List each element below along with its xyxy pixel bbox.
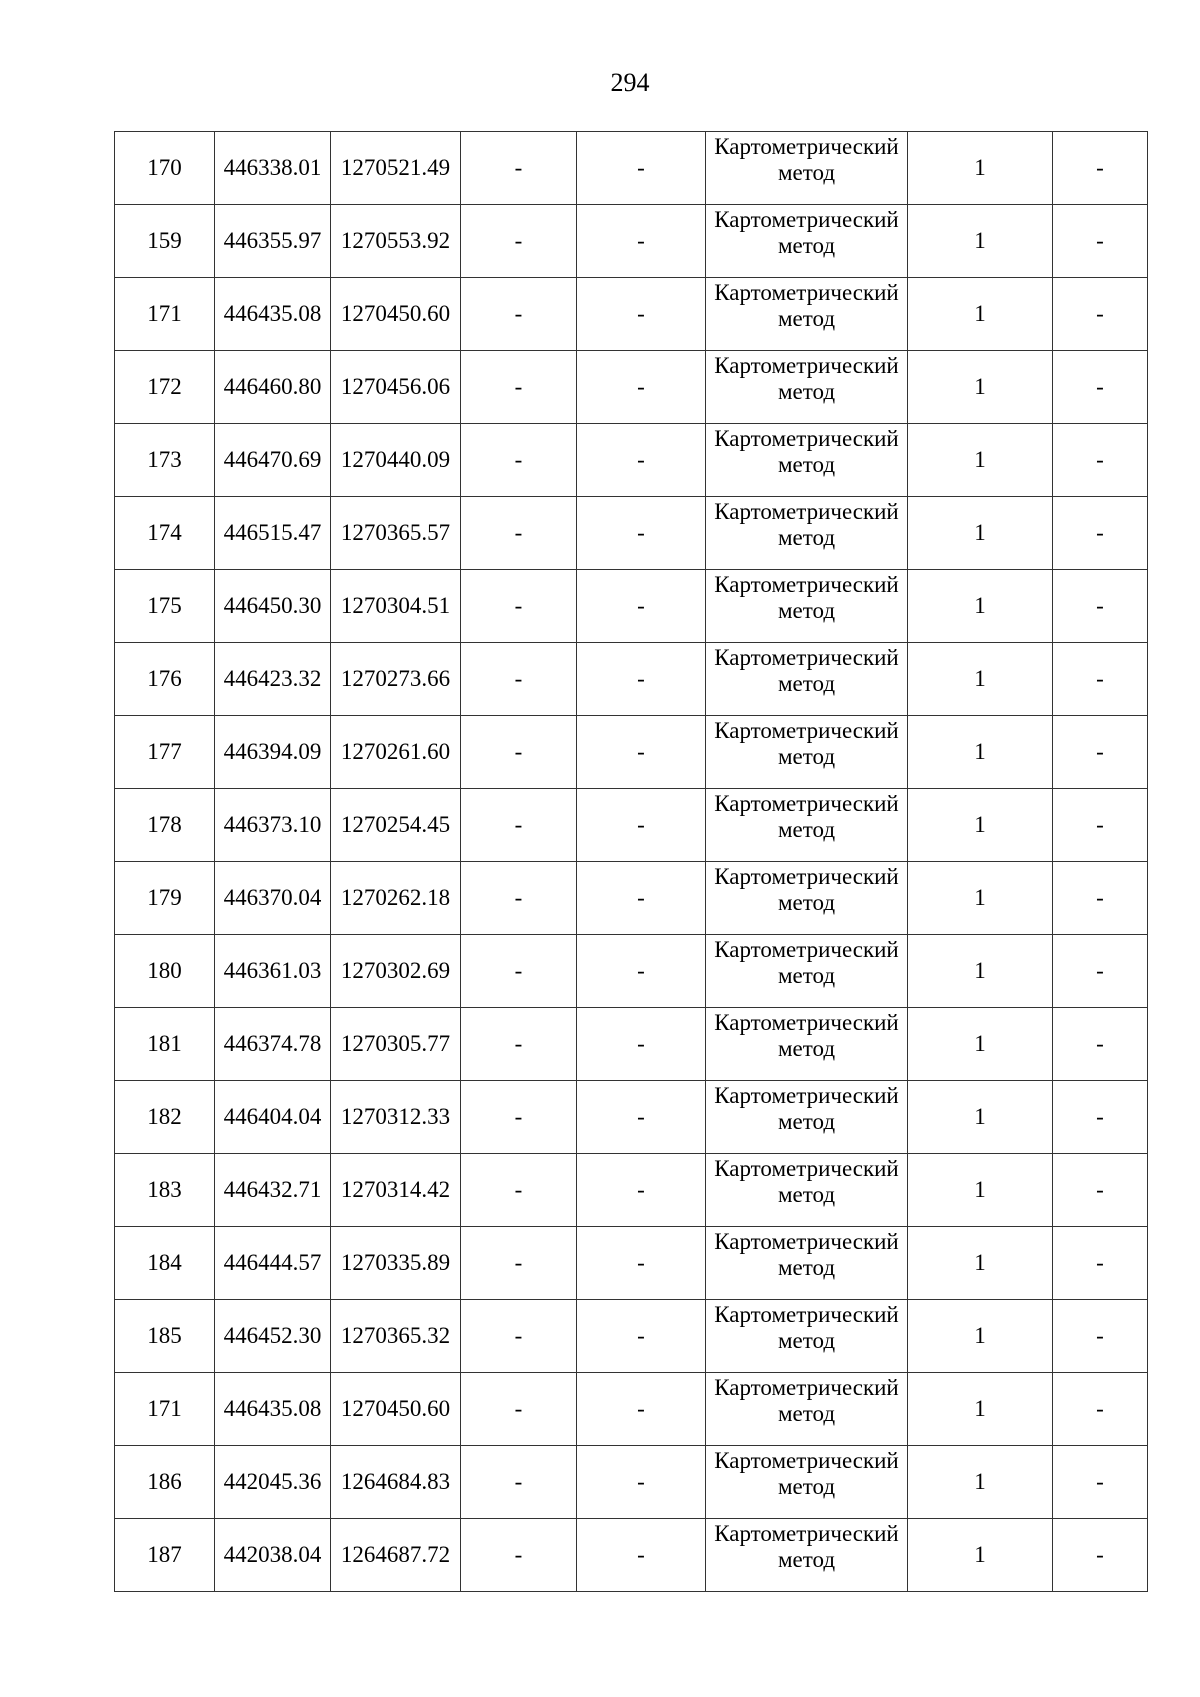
cell-y-coordinate: 1270365.32 — [331, 1300, 461, 1373]
cell-column-4: - — [461, 278, 577, 351]
cell-column-4: - — [461, 643, 577, 716]
cell-column-4: - — [461, 497, 577, 570]
cell-method — [706, 1519, 908, 1592]
cell-y-coordinate: 1270440.09 — [331, 424, 461, 497]
cell-method — [706, 862, 908, 935]
cell-column-5: - — [577, 643, 706, 716]
method-line-2: метод — [777, 1401, 836, 1426]
cell-method — [706, 278, 908, 351]
cell-method — [706, 643, 908, 716]
cell-y-coordinate: 1270312.33 — [331, 1081, 461, 1154]
cell-method — [706, 351, 908, 424]
cell-column-4: - — [461, 205, 577, 278]
cell-method — [706, 716, 908, 789]
cell-column-8: - — [1053, 935, 1148, 1008]
method-line-2: метод — [777, 452, 836, 477]
table-row — [115, 351, 1148, 424]
table-row — [115, 424, 1148, 497]
cell-point-number: 186 — [115, 1446, 215, 1519]
cell-method — [706, 935, 908, 1008]
cell-column-8: - — [1053, 643, 1148, 716]
cell-x-coordinate: 446452.30 — [215, 1300, 331, 1373]
cell-y-coordinate: 1270305.77 — [331, 1008, 461, 1081]
method-line-1: Картометрический — [714, 1375, 899, 1400]
method-line-2: метод — [777, 744, 836, 769]
cell-column-5: - — [577, 789, 706, 862]
method-line-2: метод — [777, 598, 836, 623]
cell-column-8: - — [1053, 424, 1148, 497]
cell-column-5: - — [577, 1446, 706, 1519]
cell-column-7: 1 — [908, 278, 1053, 351]
cell-point-number: 170 — [115, 132, 215, 205]
cell-x-coordinate: 446515.47 — [215, 497, 331, 570]
cell-point-number: 173 — [115, 424, 215, 497]
cell-column-8: - — [1053, 716, 1148, 789]
cell-point-number: 159 — [115, 205, 215, 278]
cell-column-8: - — [1053, 132, 1148, 205]
table-row — [115, 643, 1148, 716]
cell-method — [706, 1008, 908, 1081]
cell-x-coordinate: 446435.08 — [215, 1373, 331, 1446]
cell-column-5: - — [577, 1519, 706, 1592]
table-row — [115, 1227, 1148, 1300]
cell-column-8: - — [1053, 1446, 1148, 1519]
cell-point-number: 172 — [115, 351, 215, 424]
cell-x-coordinate: 446373.10 — [215, 789, 331, 862]
cell-y-coordinate: 1270456.06 — [331, 351, 461, 424]
method-line-2: метод — [777, 1474, 836, 1499]
cell-column-5: - — [577, 862, 706, 935]
cell-column-7: 1 — [908, 1446, 1053, 1519]
cell-y-coordinate: 1270302.69 — [331, 935, 461, 1008]
cell-method — [706, 497, 908, 570]
cell-column-7: 1 — [908, 424, 1053, 497]
cell-column-4: - — [461, 716, 577, 789]
cell-x-coordinate: 446374.78 — [215, 1008, 331, 1081]
table-row — [115, 1519, 1148, 1592]
cell-column-7: 1 — [908, 1373, 1053, 1446]
method-line-1: Картометрический — [714, 134, 899, 159]
cell-x-coordinate: 446444.57 — [215, 1227, 331, 1300]
cell-y-coordinate: 1270450.60 — [331, 278, 461, 351]
cell-column-8: - — [1053, 1008, 1148, 1081]
cell-column-5: - — [577, 132, 706, 205]
cell-y-coordinate: 1270314.42 — [331, 1154, 461, 1227]
cell-column-5: - — [577, 1227, 706, 1300]
table-row — [115, 1008, 1148, 1081]
cell-column-4: - — [461, 1154, 577, 1227]
cell-column-4: - — [461, 862, 577, 935]
table-row — [115, 570, 1148, 643]
cell-x-coordinate: 442045.36 — [215, 1446, 331, 1519]
cell-x-coordinate: 446404.04 — [215, 1081, 331, 1154]
method-line-2: метод — [777, 890, 836, 915]
method-line-1: Картометрический — [714, 499, 899, 524]
cell-y-coordinate: 1270304.51 — [331, 570, 461, 643]
method-line-2: метод — [777, 160, 836, 185]
table-row — [115, 278, 1148, 351]
table-row — [115, 1300, 1148, 1373]
method-line-1: Картометрический — [714, 1302, 899, 1327]
method-line-1: Картометрический — [714, 572, 899, 597]
cell-point-number: 178 — [115, 789, 215, 862]
cell-column-5: - — [577, 1373, 706, 1446]
cell-column-4: - — [461, 1081, 577, 1154]
cell-y-coordinate: 1270273.66 — [331, 643, 461, 716]
cell-point-number: 185 — [115, 1300, 215, 1373]
cell-method — [706, 1446, 908, 1519]
table-row — [115, 205, 1148, 278]
cell-column-7: 1 — [908, 497, 1053, 570]
cell-point-number: 179 — [115, 862, 215, 935]
cell-point-number: 174 — [115, 497, 215, 570]
cell-point-number: 184 — [115, 1227, 215, 1300]
method-line-1: Картометрический — [714, 1083, 899, 1108]
table-row — [115, 1373, 1148, 1446]
cell-column-4: - — [461, 570, 577, 643]
method-line-1: Картометрический — [714, 353, 899, 378]
cell-x-coordinate: 446435.08 — [215, 278, 331, 351]
cell-method — [706, 1373, 908, 1446]
cell-column-5: - — [577, 351, 706, 424]
cell-point-number: 177 — [115, 716, 215, 789]
table-row — [115, 935, 1148, 1008]
cell-point-number: 176 — [115, 643, 215, 716]
cell-point-number: 175 — [115, 570, 215, 643]
cell-method — [706, 1300, 908, 1373]
cell-point-number: 183 — [115, 1154, 215, 1227]
table-row — [115, 1154, 1148, 1227]
cell-column-4: - — [461, 935, 577, 1008]
method-line-2: метод — [777, 1036, 836, 1061]
cell-column-8: - — [1053, 1154, 1148, 1227]
cell-column-8: - — [1053, 789, 1148, 862]
cell-method — [706, 1154, 908, 1227]
cell-x-coordinate: 446338.01 — [215, 132, 331, 205]
method-line-2: метод — [777, 817, 836, 842]
cell-column-7: 1 — [908, 716, 1053, 789]
cell-x-coordinate: 446450.30 — [215, 570, 331, 643]
cell-column-7: 1 — [908, 1008, 1053, 1081]
cell-column-4: - — [461, 351, 577, 424]
cell-column-5: - — [577, 278, 706, 351]
page-number: 294 — [610, 68, 650, 97]
method-line-2: метод — [777, 1255, 836, 1280]
table-row — [115, 862, 1148, 935]
cell-column-8: - — [1053, 1373, 1148, 1446]
cell-column-8: - — [1053, 278, 1148, 351]
method-line-2: метод — [777, 525, 836, 550]
cell-column-7: 1 — [908, 643, 1053, 716]
cell-column-7: 1 — [908, 935, 1053, 1008]
cell-column-5: - — [577, 1008, 706, 1081]
method-line-2: метод — [777, 963, 836, 988]
cell-column-4: - — [461, 424, 577, 497]
cell-column-7: 1 — [908, 1081, 1053, 1154]
cell-point-number: 171 — [115, 1373, 215, 1446]
cell-column-5: - — [577, 1154, 706, 1227]
cell-method — [706, 570, 908, 643]
method-line-2: метод — [777, 1109, 836, 1134]
cell-column-5: - — [577, 497, 706, 570]
cell-column-7: 1 — [908, 1154, 1053, 1227]
cell-x-coordinate: 446370.04 — [215, 862, 331, 935]
cell-column-8: - — [1053, 205, 1148, 278]
cell-y-coordinate: 1270262.18 — [331, 862, 461, 935]
cell-x-coordinate: 446394.09 — [215, 716, 331, 789]
cell-column-4: - — [461, 1227, 577, 1300]
cell-column-5: - — [577, 1300, 706, 1373]
cell-column-8: - — [1053, 1519, 1148, 1592]
cell-column-7: 1 — [908, 205, 1053, 278]
cell-column-5: - — [577, 935, 706, 1008]
cell-y-coordinate: 1270335.89 — [331, 1227, 461, 1300]
cell-column-5: - — [577, 716, 706, 789]
cell-x-coordinate: 442038.04 — [215, 1519, 331, 1592]
cell-x-coordinate: 446460.80 — [215, 351, 331, 424]
method-line-1: Картометрический — [714, 645, 899, 670]
cell-column-4: - — [461, 132, 577, 205]
cell-column-8: - — [1053, 351, 1148, 424]
method-line-1: Картометрический — [714, 791, 899, 816]
cell-column-8: - — [1053, 862, 1148, 935]
cell-method — [706, 424, 908, 497]
method-line-1: Картометрический — [714, 1448, 899, 1473]
method-line-1: Картометрический — [714, 1156, 899, 1181]
method-line-1: Картометрический — [714, 426, 899, 451]
cell-column-4: - — [461, 1373, 577, 1446]
method-line-1: Картометрический — [714, 864, 899, 889]
cell-point-number: 181 — [115, 1008, 215, 1081]
cell-column-5: - — [577, 1081, 706, 1154]
cell-y-coordinate: 1270521.49 — [331, 132, 461, 205]
method-line-1: Картометрический — [714, 207, 899, 232]
table-row — [115, 132, 1148, 205]
method-line-2: метод — [777, 306, 836, 331]
cell-column-8: - — [1053, 1300, 1148, 1373]
cell-column-5: - — [577, 205, 706, 278]
method-line-2: метод — [777, 233, 836, 258]
cell-column-7: 1 — [908, 862, 1053, 935]
method-line-1: Картометрический — [714, 1010, 899, 1035]
cell-column-4: - — [461, 1008, 577, 1081]
cell-x-coordinate: 446470.69 — [215, 424, 331, 497]
method-line-2: метод — [777, 1328, 836, 1353]
method-line-2: метод — [777, 1547, 836, 1572]
cell-column-5: - — [577, 570, 706, 643]
cell-point-number: 187 — [115, 1519, 215, 1592]
cell-x-coordinate: 446423.32 — [215, 643, 331, 716]
method-line-1: Картометрический — [714, 937, 899, 962]
cell-y-coordinate: 1270450.60 — [331, 1373, 461, 1446]
method-line-1: Картометрический — [714, 1521, 899, 1546]
table-row — [115, 1446, 1148, 1519]
table-row — [115, 497, 1148, 570]
cell-column-8: - — [1053, 1081, 1148, 1154]
cell-y-coordinate: 1264687.72 — [331, 1519, 461, 1592]
method-line-1: Картометрический — [714, 1229, 899, 1254]
cell-column-7: 1 — [908, 1519, 1053, 1592]
cell-column-7: 1 — [908, 132, 1053, 205]
cell-y-coordinate: 1264684.83 — [331, 1446, 461, 1519]
cell-method — [706, 132, 908, 205]
cell-column-7: 1 — [908, 1300, 1053, 1373]
method-line-2: метод — [777, 379, 836, 404]
cell-point-number: 182 — [115, 1081, 215, 1154]
cell-column-4: - — [461, 789, 577, 862]
cell-method — [706, 1081, 908, 1154]
cell-column-4: - — [461, 1519, 577, 1592]
cell-y-coordinate: 1270553.92 — [331, 205, 461, 278]
method-line-2: метод — [777, 1182, 836, 1207]
cell-method — [706, 1227, 908, 1300]
cell-column-7: 1 — [908, 1227, 1053, 1300]
table-row — [115, 1081, 1148, 1154]
method-line-1: Картометрический — [714, 718, 899, 743]
cell-y-coordinate: 1270254.45 — [331, 789, 461, 862]
cell-x-coordinate: 446355.97 — [215, 205, 331, 278]
cell-column-4: - — [461, 1300, 577, 1373]
method-line-2: метод — [777, 671, 836, 696]
cell-column-7: 1 — [908, 570, 1053, 643]
table-row — [115, 716, 1148, 789]
cell-method — [706, 789, 908, 862]
cell-method — [706, 205, 908, 278]
cell-column-7: 1 — [908, 351, 1053, 424]
cell-y-coordinate: 1270365.57 — [331, 497, 461, 570]
cell-y-coordinate: 1270261.60 — [331, 716, 461, 789]
cell-point-number: 171 — [115, 278, 215, 351]
cell-column-8: - — [1053, 497, 1148, 570]
method-line-1: Картометрический — [714, 280, 899, 305]
cell-column-4: - — [461, 1446, 577, 1519]
cell-column-8: - — [1053, 1227, 1148, 1300]
cell-column-5: - — [577, 424, 706, 497]
cell-x-coordinate: 446361.03 — [215, 935, 331, 1008]
cell-column-8: - — [1053, 570, 1148, 643]
cell-point-number: 180 — [115, 935, 215, 1008]
cell-x-coordinate: 446432.71 — [215, 1154, 331, 1227]
coordinates-table — [114, 131, 1148, 1592]
cell-column-7: 1 — [908, 789, 1053, 862]
table-body — [115, 132, 1148, 1592]
table-row — [115, 789, 1148, 862]
